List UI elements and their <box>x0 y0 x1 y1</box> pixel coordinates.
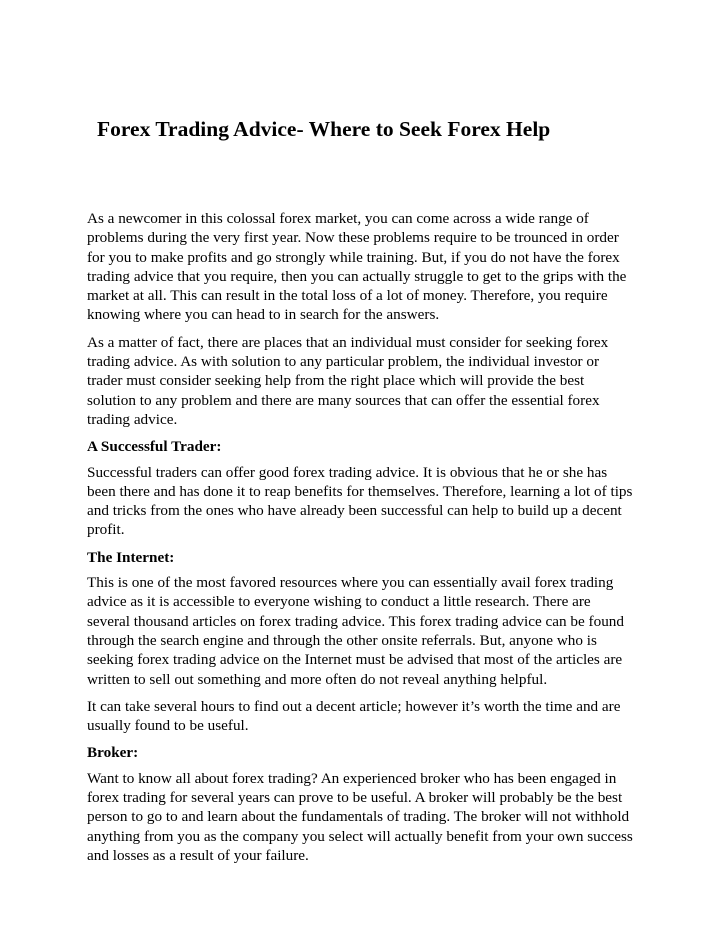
paragraph-line: This is one of the most favored resources where you can essentially avail forex trading <box>87 574 614 592</box>
paragraph-line: trading advice. <box>87 410 178 428</box>
paragraph <box>87 697 647 736</box>
paragraph-line: been there and has done it to reap benefits for themselves. Therefore, learning a lot of tips <box>87 482 633 500</box>
paragraph-line: for you to make profits and go strongly while training. But, if you do not have the forex <box>87 248 620 266</box>
paragraph-line: It can take several hours to find out a decent article; however it’s worth the time and are <box>87 697 621 715</box>
paragraph-line: Want to know all about forex trading? An experienced broker who has been engaged in <box>87 769 617 787</box>
paragraph-line: anything from you as the company you select will actually benefit from your own success <box>87 827 633 845</box>
paragraph-line: As a newcomer in this colossal forex market, you can come across a wide range of <box>87 210 589 227</box>
paragraph-line: and losses as a result of your failure. <box>87 846 309 864</box>
paragraph-line: seeking forex trading advice on the Internet must be advised that most of the articles are <box>87 651 623 669</box>
paragraph-line: several thousand articles on forex trading advice. This forex trading advice can be found <box>87 612 624 630</box>
paragraph-line: and tricks from the ones who have already been successful can help to build up a decent <box>87 502 622 520</box>
paragraph-line: person to go to and learn about the fundamentals of trading. The broker will not withhold <box>87 808 630 826</box>
paragraph-line: market at all. This can result in the total loss of a lot of money. Therefore, you require <box>87 287 608 305</box>
paragraph-line: problems during the very first year. Now these problems require to be trounced in order <box>87 229 619 247</box>
document-title: Forex Trading Advice- Where to Seek Forex Help <box>97 117 551 141</box>
paragraph <box>87 573 647 689</box>
document-body <box>87 209 647 873</box>
paragraph-line: knowing where you can head to in search for the answers. <box>87 306 440 324</box>
paragraph-line: written to sell out something and more often do not reveal anything helpful. <box>87 670 548 688</box>
paragraph <box>87 209 647 325</box>
paragraph-line: solution to any problem and there are many sources that can offer the essential forex <box>87 391 600 409</box>
paragraph-line: through the search engine and through the other onsite referrals. But, anyone who is <box>87 631 597 649</box>
paragraph-line: profit. <box>87 521 125 539</box>
paragraph <box>87 769 647 865</box>
section-heading: A Successful Trader: <box>87 438 222 456</box>
paragraph-line: As a matter of fact, there are places that an individual must consider for seeking forex <box>87 333 609 351</box>
paragraph <box>87 333 647 429</box>
paragraph-line: advice as it is accessible to everyone wishing to conduct a little research. There are <box>87 593 591 611</box>
paragraph-line: usually found to be useful. <box>87 717 249 735</box>
paragraph-line: Successful traders can offer good forex trading advice. It is obvious that he or she has <box>87 463 608 481</box>
paragraph-line: trading advice. As with solution to any particular problem, the individual investor or <box>87 353 600 371</box>
paragraph-line: trader must consider seeking help from the right place which will provide the best <box>87 372 585 390</box>
section-heading: Broker: <box>87 744 139 762</box>
paragraph <box>87 463 647 540</box>
paragraph-line: forex trading for several years can prove to be useful. A broker will probably be the best <box>87 789 623 807</box>
section-heading: The Internet: <box>87 548 175 566</box>
paragraph-line: trading advice that you require, then you can actually struggle to get to the grips with the <box>87 267 627 285</box>
